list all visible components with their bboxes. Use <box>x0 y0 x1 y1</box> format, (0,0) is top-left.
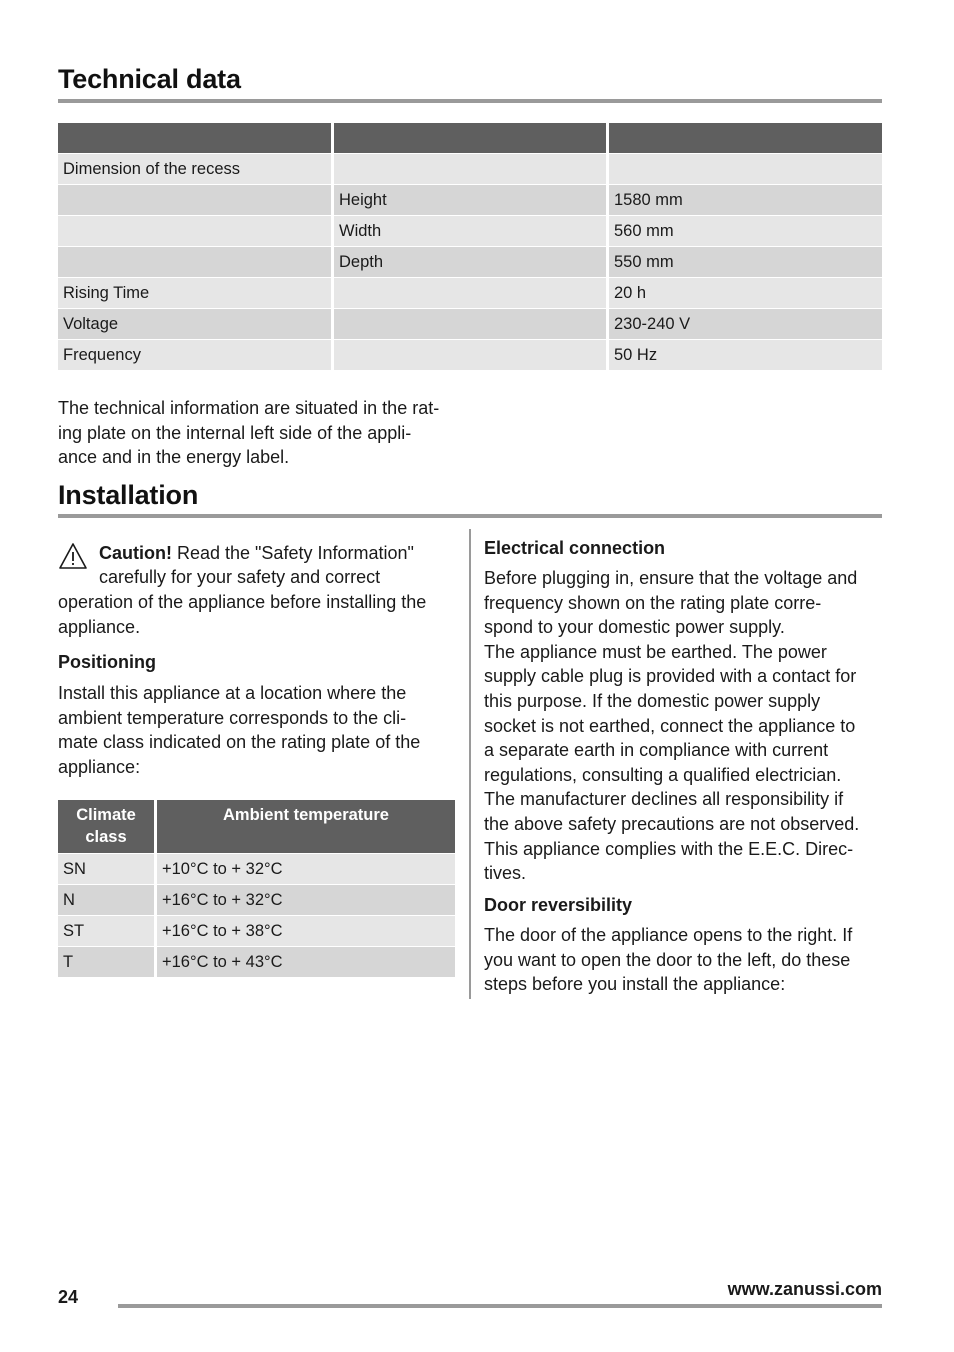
door-text: The door of the appliance opens to the right. If you want to open the door to the left, do these steps before you install the appliance: <box>484 925 853 995</box>
table-cell: +16°C to + 43°C <box>157 947 455 977</box>
table-cell: 550 mm <box>609 247 882 277</box>
page-number: 24 <box>58 1287 79 1307</box>
table-header-row <box>58 123 882 154</box>
caution-line-1 <box>99 541 469 566</box>
section-title-technical-data: Technical data <box>58 64 241 94</box>
table-cell: Width <box>334 216 606 246</box>
table-cell: Rising Time <box>58 278 331 308</box>
table-cell <box>609 154 882 184</box>
table-cell <box>334 278 606 308</box>
table-cell: +16°C to + 32°C <box>157 885 455 915</box>
table-header-row <box>58 800 455 854</box>
header-cell: Ambient temperature <box>157 800 455 853</box>
header-cell <box>58 123 331 153</box>
caution-line-3: operation of the appliance before installing the appliance. <box>58 592 427 637</box>
column-divider <box>469 529 471 999</box>
table-row <box>58 247 882 278</box>
table-row <box>58 947 455 978</box>
table-cell: +16°C to + 38°C <box>157 916 455 946</box>
header-cell <box>609 123 882 153</box>
table-row <box>58 185 882 216</box>
table-row <box>58 278 882 309</box>
table-cell: Height <box>334 185 606 215</box>
table-cell: Frequency <box>58 340 331 370</box>
table-cell: Dimension of the recess <box>58 154 331 184</box>
table-cell: 1580 mm <box>609 185 882 215</box>
table-cell: +10°C to + 32°C <box>157 854 455 884</box>
website-link[interactable]: www.zanussi.com <box>727 1279 882 1299</box>
table-cell: 560 mm <box>609 216 882 246</box>
table-cell <box>334 340 606 370</box>
section-rule <box>58 514 882 518</box>
technical-data-table <box>58 123 882 371</box>
table-row <box>58 340 882 371</box>
table-cell: Voltage <box>58 309 331 339</box>
table-cell <box>58 247 331 277</box>
subheading-door-reversibility: Door reversibility <box>484 895 633 915</box>
table-cell: 20 h <box>609 278 882 308</box>
table-cell: T <box>58 947 154 977</box>
table-row <box>58 309 882 340</box>
table-row <box>58 854 455 885</box>
subheading-positioning: Positioning <box>58 652 156 672</box>
caution-text: Read the "Safety Information" <box>171 543 414 563</box>
table-cell: Depth <box>334 247 606 277</box>
header-cell <box>334 123 606 153</box>
warning-triangle-icon <box>58 542 92 572</box>
technical-note: The technical information are situated in the rat- ing plate on the internal left side of the appli- ance and in the energy label. <box>58 398 440 468</box>
positioning-text: Install this appliance at a location where the ambient temperature corresponds to the cli- mate class indicated on the rating plate of the appliance: <box>58 683 421 777</box>
section-rule <box>58 99 882 103</box>
table-cell <box>58 216 331 246</box>
table-row <box>58 885 455 916</box>
table-cell <box>334 309 606 339</box>
table-cell <box>334 154 606 184</box>
table-cell: 50 Hz <box>609 340 882 370</box>
caution-label: Caution! <box>99 543 172 563</box>
caution-line-2: carefully for your safety and correct <box>99 567 381 587</box>
table-cell: ST <box>58 916 154 946</box>
section-title-installation: Installation <box>58 480 199 510</box>
subheading-electrical-connection: Electrical connection <box>484 538 666 558</box>
table-row <box>58 216 882 247</box>
table-cell: N <box>58 885 154 915</box>
table-cell <box>58 185 331 215</box>
table-cell: SN <box>58 854 154 884</box>
table-row <box>58 154 882 185</box>
electrical-text: Before plugging in, ensure that the voltage and frequency shown on the rating plate corre- spond to your domestic power supply. The appliance must be earthed. The power supply cable plug is provided with a contact for this purpose. If the domestic power supply socket is not earthed, connect the appliance to a separate earth in compliance with current regulations, consulting a qualified electrician. The manufacturer declines all responsibility if the above safety precautions are not observed. This appliance complies with the E.E.C. Direc- tives. <box>484 568 860 884</box>
climate-class-table <box>58 800 455 978</box>
footer-rule <box>118 1304 882 1308</box>
table-cell: 230-240 V <box>609 309 882 339</box>
table-row <box>58 916 455 947</box>
header-cell: Climate class <box>58 800 154 853</box>
